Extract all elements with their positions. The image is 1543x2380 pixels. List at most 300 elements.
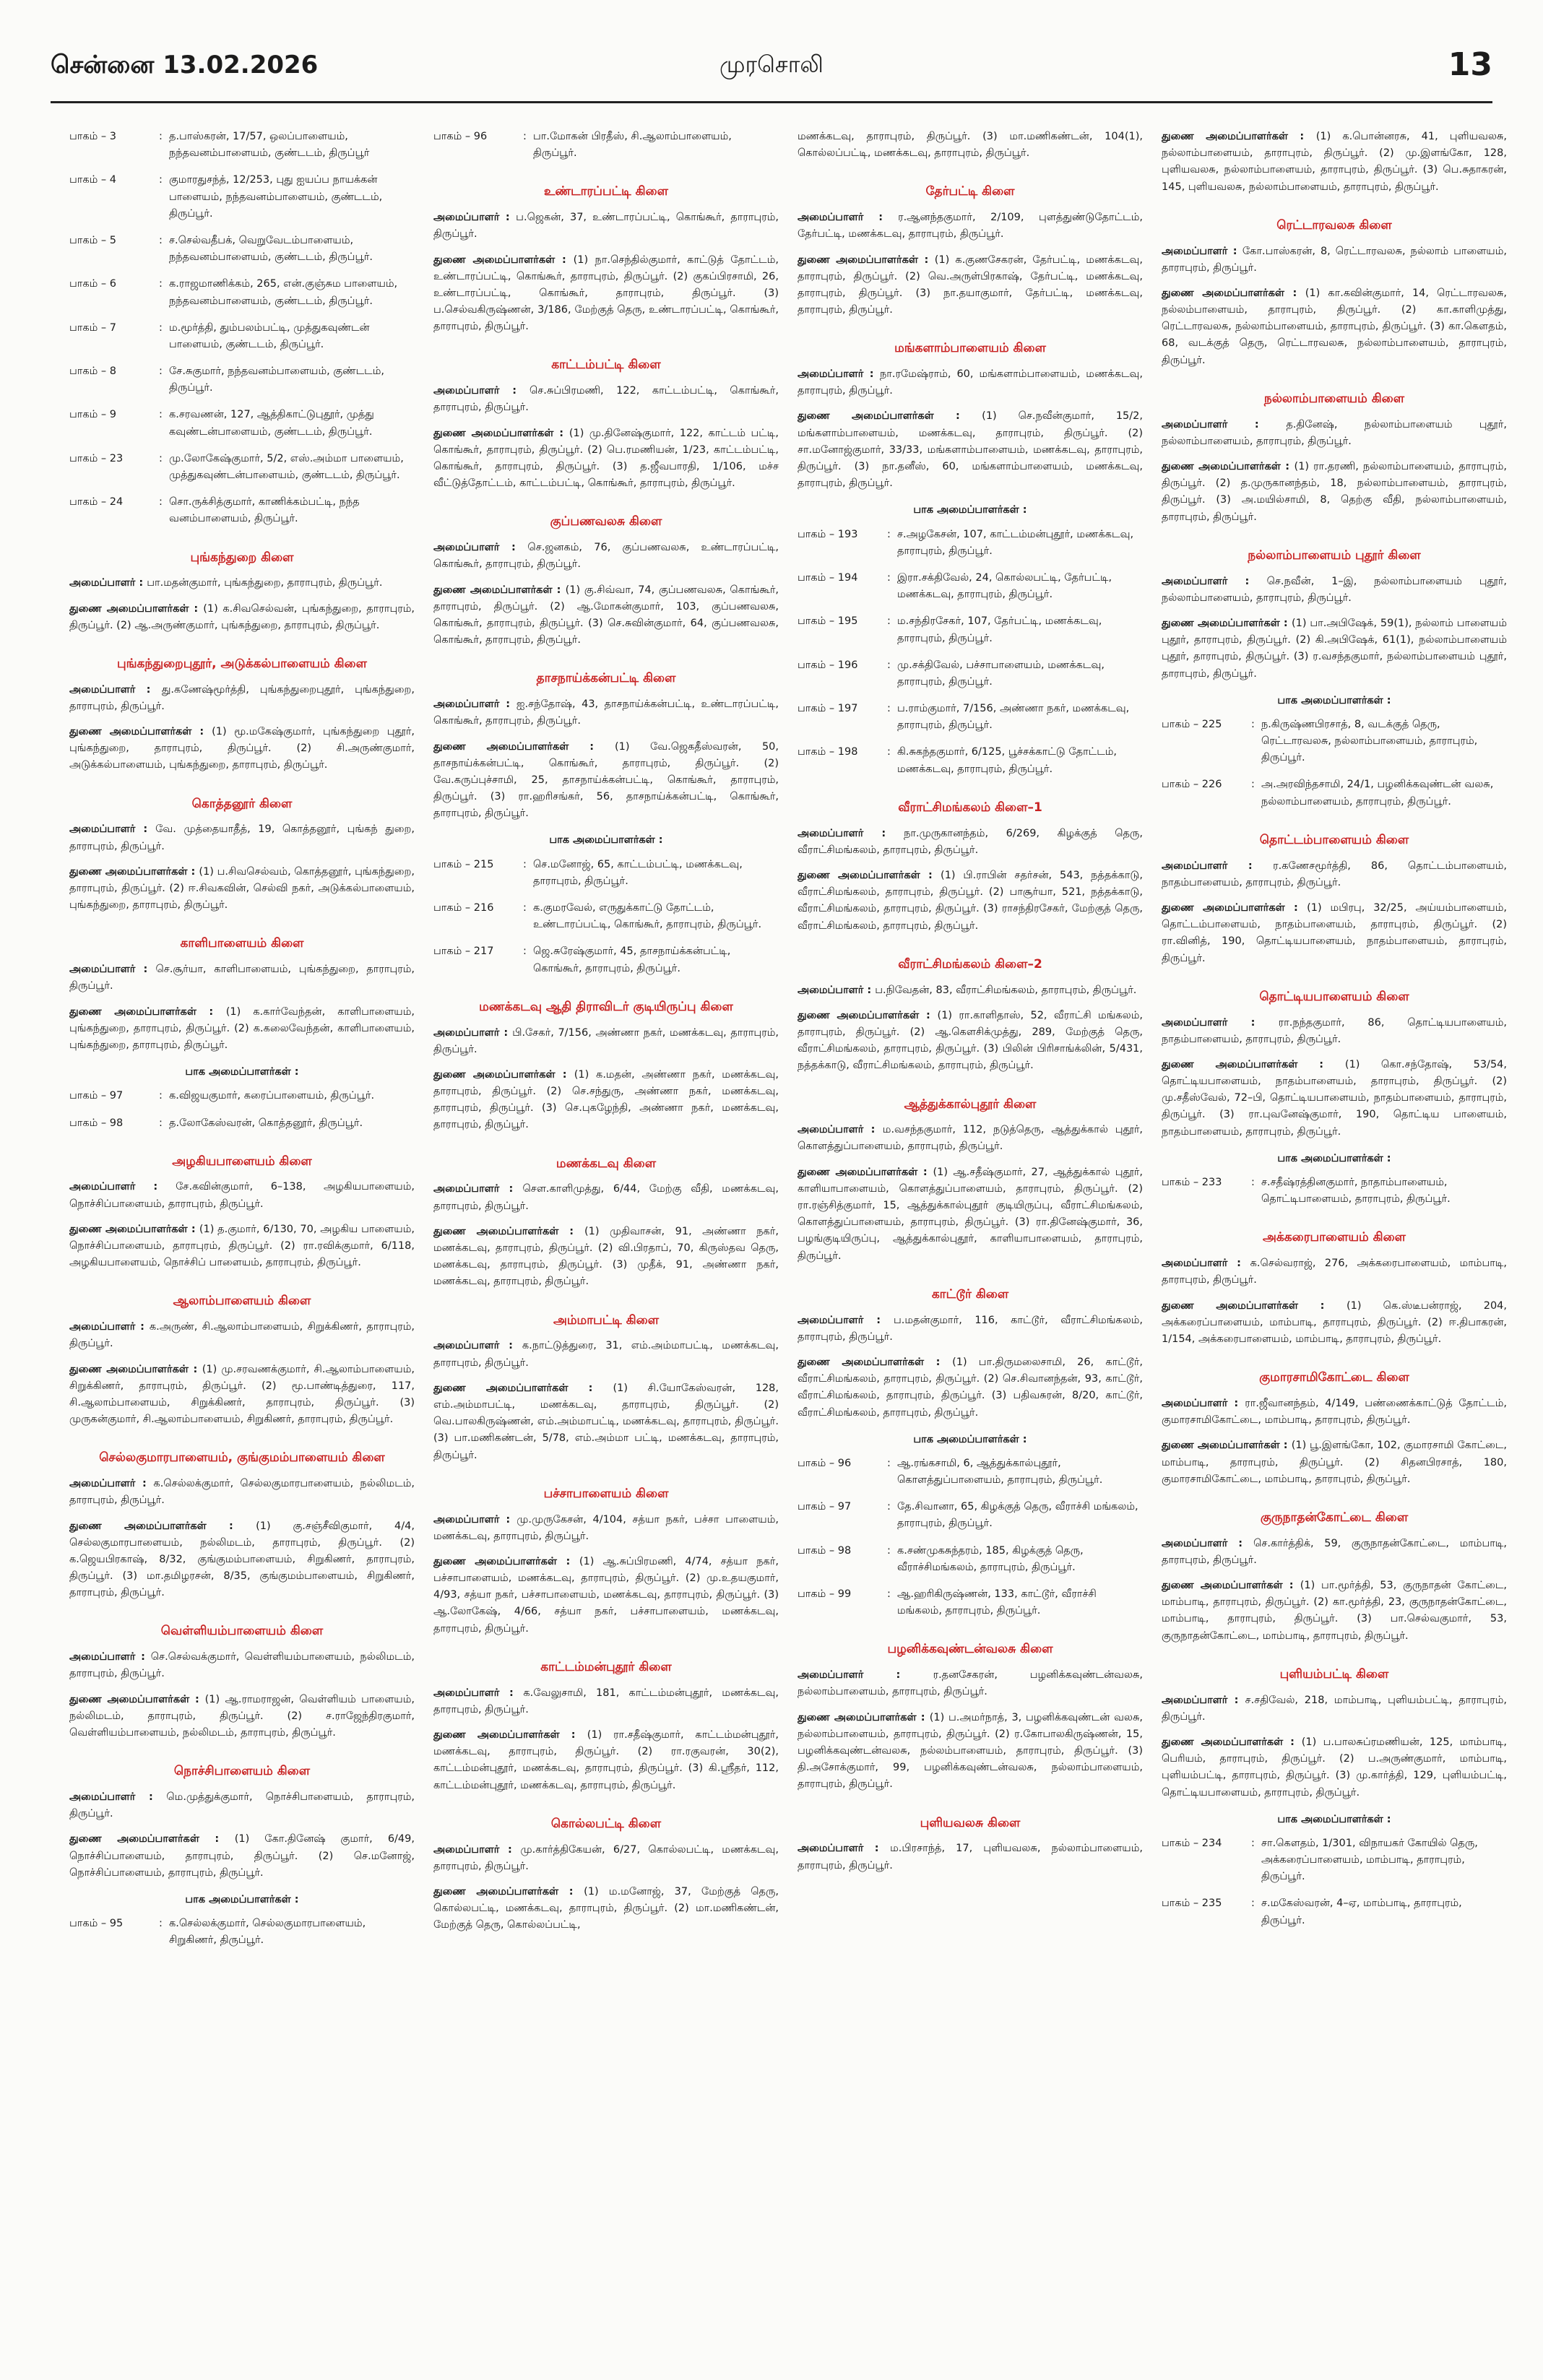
booth-colon: : <box>523 902 527 914</box>
booth-number: பாகம் – 9 <box>69 409 117 421</box>
role-label: துணை அமைப்பாளர்கள் : <box>433 1225 584 1237</box>
vice-presidents <box>798 1354 1143 1421</box>
role-label: துணை அமைப்பாளர்கள் : <box>1162 1440 1292 1452</box>
role-names: (1) பா.திருமலைசாமி, 26, காட்டூர், வீராட்சிமங்கலம், தாராபுரம், திருப்பூர். (2) செ.சிவானந்தன், 93, காட்டூர், வீராட்சிமங்கலம், தாராபுரம், திருப்பூர். (3) பதிவசுரன், 8/20, காட்டூர், வீராட்சிமங்கலம், தாராபுரம், திருப்பூர். <box>798 1356 1143 1419</box>
role-label: துணை அமைப்பாளர்கள் : <box>69 1693 205 1705</box>
vice-presidents <box>1162 285 1507 369</box>
role-label: துணை அமைப்பாளர்கள் : <box>798 1009 938 1021</box>
role-label: அமைப்பாளர் : <box>69 577 147 589</box>
booth-heading: பாக அமைப்பாளர்கள் : <box>185 1893 299 1905</box>
role-label: துணை அமைப்பாளர்கள் : <box>798 254 935 266</box>
vice-presidents <box>69 1362 415 1429</box>
branch-president <box>433 1842 779 1875</box>
branch-president <box>1162 1015 1507 1048</box>
branch-president <box>798 1667 1143 1700</box>
branch-president <box>798 1840 1143 1874</box>
role-names: (1) க.மதன், அண்ணா நகர், மணக்கடவு, தாராபுரம், திருப்பூர். (2) செ.சந்துரு, அண்ணா நகர், மணக்கடவு, தாராபுரம், திருப்பூர். (3) செ.புகழேந்தி, அண்ணா நகர், மணக்கடவு, தாராபுரம், திருப்பூர். <box>433 1068 779 1131</box>
booth-row <box>69 320 415 353</box>
branch-president <box>69 1319 415 1352</box>
vice-presidents <box>1162 1298 1507 1349</box>
booth-colon: : <box>159 1090 163 1102</box>
vice-presidents <box>433 1380 779 1464</box>
role-label: துணை அமைப்பாளர்கள் : <box>433 1068 574 1081</box>
role-label: அமைப்பாளர் : <box>1162 575 1267 587</box>
booth-number: பாகம் – 23 <box>69 452 124 464</box>
role-label: துணை அமைப்பாளர்கள் : <box>433 254 574 266</box>
vice-presidents <box>433 1884 779 1934</box>
branch-president <box>433 209 779 243</box>
role-names: (1) ரா.காளிதாஸ், 52, வீராட்சி மங்கலம், தாராபுரம், திருப்பூர். (2) ஆ.கௌசிக்முத்து, 289, மேற்குத் தெரு, வீராட்சிமங்கலம், தாராபுரம், திருப்பூர். (3) பிலின் பிரிசாங்க்லின், 5/431, நத்தக்காடு, வீராட்சிமங்கலம், தாராபுரம், திருப்பூர். <box>798 1009 1143 1072</box>
booth-member: ந.கிருஷ்ணபிரசாத், 8, வடக்குத் தெரு, ரெட்டாரவலசு, நல்லாம்பாளையம், தாராபுரம், திருப்பூர். <box>1261 718 1478 764</box>
booth-row <box>798 1499 1143 1532</box>
booth-number: பாகம் – 194 <box>798 571 858 584</box>
booth-colon: : <box>523 858 527 870</box>
booth-heading: பாக அமைப்பாளர்கள் : <box>1277 694 1391 706</box>
role-names: (1) பா.அபிஷேக், 59(1), நல்லாம் பாளையம் புதூர், தாராபுரம், திருப்பூர். (2) கி.அபிஷேக், 61(1), நல்லாம்பாளையம் புதூர், தாராபுரம், திருப்பூர். (3) ர.வசந்தகுமார், நல்லாம்பாளையம் புதூர், தாராபுரம், திருப்பூர். <box>1162 617 1507 680</box>
role-names: க.செல்லக்குமார், செல்லகுமாரபாளையம், நல்லிமடம், தாராபுரம், திருப்பூர். <box>69 1478 415 1507</box>
role-names: (1) பி.ராபின் சதர்சன், 543, நத்தக்காடு, வீராட்சிமங்கலம், தாராபுரம், திருப்பூர். (2) பாசூர்யா, 521, நத்தக்காடு, வீராட்சிமங்கலம், தாராபுரம், திருப்பூர். (3) ராசந்திரசேகர், மேற்குத் தெரு, வீராட்சிமங்கலம், தாராபுரம், திருப்பூர். <box>798 870 1143 932</box>
booth-row <box>69 1088 415 1104</box>
role-names: க.நாட்டுத்துரை, 31, எம்.அம்மாபட்டி, மணக்கடவு, தாராபுரம், திருப்பூர். <box>433 1340 779 1369</box>
booth-colon: : <box>1251 718 1255 730</box>
booth-member: அ.அரவிந்தசாமி, 24/1, பழனிக்கவுண்டன் வலசு, நல்லாம்பாளையம், தாராபுரம், திருப்பூர். <box>1261 779 1494 808</box>
role-names: து.கணேஷ்மூர்த்தி, புங்கந்துறைபுதூர், புங்கந்துறை, தாராபுரம், திருப்பூர். <box>69 683 415 712</box>
booth-colon: : <box>159 365 163 378</box>
vice-presidents <box>433 1554 779 1637</box>
booth-colon: : <box>523 945 527 958</box>
role-label: அமைப்பாளர் : <box>69 823 156 836</box>
role-names: (1) ரா.சதீஷ்குமார், காட்டம்மன்புதூர், மணக்கடவு, தாராபுரம், திருப்பூர். (2) ரா.ரகுவரன், 30(2), காட்டம்மன்புதூர், மணக்கடவு, தாராபுரம், திருப்பூர். (3) கி.ஸ்ரீதர், 112, காட்டம்மன்புதூர், மணக்கடவு, தாராபுரம், திருப்பூர். <box>433 1728 779 1791</box>
role-names: ம.பிரசாந்த், 17, புளியவலசு, நல்லாம்பாளையம், தாராபுரம், திருப்பூர். <box>798 1843 1143 1871</box>
booth-row <box>69 451 415 484</box>
booth-number: பாகம் – 225 <box>1162 718 1222 730</box>
vice-presidents <box>433 739 779 823</box>
booth-number: பாகம் – 97 <box>69 1090 124 1102</box>
role-names: (1) த.குமார், 6/130, 70, அழகிய பாளையம், நொச்சிப்பாளையம், தாராபுரம், திருப்பூர். (2) ரா.ரவிக்குமார், 6/118, அழகியபாளையம், நொச்சிப் பாளையம், தாராபுரம், திருப்பூர். <box>69 1223 415 1269</box>
role-label: அமைப்பாளர் : <box>433 698 517 711</box>
branch-title: அக்கரைபாளையம் கிளை <box>1263 1230 1406 1245</box>
role-names: செ.ஜனகம், 76, குப்பணவலசு, உண்டாரப்பட்டி, கொங்கூர், தாராபுரம், திருப்பூர். <box>433 542 779 571</box>
booth-number: பாகம் – 98 <box>798 1544 852 1557</box>
vice-presidents <box>69 601 415 634</box>
role-label: துணை அமைப்பாளர்கள் : <box>433 1555 579 1567</box>
role-names: (1) ஆ.ராமராஜன், வெள்ளியம் பாளையம், நல்லிமடம், தாராபுரம், திருப்பூர். (2) ச.ராஜேந்திரகுமார், வெள்ளியம்பாளையம், நல்லிமடம், தாராபுரம், திருப்பூர். <box>69 1693 415 1739</box>
booth-member: ம.சந்திரசேகர், 107, தேர்பட்டி, மணக்கடவு, தாராபுரம், திருப்பூர். <box>897 615 1102 644</box>
role-names: செள.காளிமுத்து, 6/44, மேற்கு வீதி, மணக்கடவு, தாராபுரம், திருப்பூர். <box>433 1183 779 1212</box>
branch-president <box>798 826 1143 859</box>
role-names: கோ.பாஸ்கரன், 8, ரெட்டாரவலசு, நல்லாம் பாளையம், தாராபுரம், திருப்பூர். <box>1162 245 1507 274</box>
role-names: சே.கவின்குமார், 6–138, அழகியபாளையம், நொச்சிப்பாளையம், தாராபுரம், திருப்பூர். <box>69 1181 415 1210</box>
role-label: அமைப்பாளர் : <box>798 984 876 996</box>
role-names: (1) ரா.தரணி, நல்லாம்பாளையம், தாராபுரம், திருப்பூர். (2) த.முருகானந்தம், 18, நல்லாம்பாளையம், தாராபுரம், திருப்பூர். (3) அ.மயில்சாமி, 8, தெற்கு வீதி, நல்லாம்பாளையம், தாராபுரம், திருப்பூர். <box>1162 461 1507 523</box>
booth-colon: : <box>159 131 163 142</box>
booth-colon: : <box>159 1117 163 1129</box>
role-names: (1) ஆ.சதீஷ்குமார், 27, ஆத்துக்கால் புதூர், காளியாபாளையம், கொளத்துப்பாளையம், தாராபுரம், திருப்பூர். (2) ரா.ரஞ்சித்குமார், 15, ஆத்துக்கால்புதூர் குடியிருப்பு, வீராட்சிமங்கலம், கொளத்துப்பாளையம், தாராபுரம், திருப்பூர். (3) ரா.தினேஷ்குமார், 36, பழங்குடியிருப்பு, ஆத்துக்கால்புதூர், காளியாபாளையம், தாராபுரம், திருப்பூர். <box>798 1166 1143 1262</box>
branch-title: வீராட்சிமங்கலம் கிளை–2 <box>898 956 1042 972</box>
booth-colon: : <box>887 659 891 671</box>
booth-number: பாகம் – 98 <box>69 1117 124 1129</box>
role-names: ரா.ஜீவானந்தம், 4/149, பண்ணைக்காட்டுத் தோட்டம், குமாரசாமிகோட்டை, மாம்பாடி, தாராபுரம், திருப்பூர். <box>1162 1397 1507 1427</box>
branch-title: புளியம்பட்டி கிளை <box>1279 1666 1389 1682</box>
branch-president <box>69 1789 415 1822</box>
branch-president <box>433 696 779 730</box>
role-names: (1) மூ.மகேஷ்குமார், புங்கந்துறை புதூர், புங்கந்துறை, தாராபுரம், திருப்பூர். (2) சி.அருண்குமார், அடுக்கல்பாளையம், புங்கந்துறை, தாராபுரம், திருப்பூர். <box>69 726 415 771</box>
booth-row <box>1162 717 1507 767</box>
booth-colon: : <box>887 528 891 540</box>
role-label: அமைப்பாளர் : <box>798 212 899 224</box>
vice-presidents <box>69 1692 415 1742</box>
booth-member: த.பாஸ்கரன், 17/57, ஒலப்பாளையம், நந்தவனம்பாளையம், குண்டடம், திருப்பூர் <box>169 131 370 160</box>
booth-number: பாகம் – 96 <box>798 1457 852 1469</box>
role-label: துணை அமைப்பாளர்கள் : <box>1162 461 1295 473</box>
role-names: (1) மு.சரவணக்குமார், சி.ஆலாம்பாளையம், சிறுக்கிணர், தாராபுரம், திருப்பூர். (2) மூ.பாண்டித்துரை, 117, சி.ஆலாம்பாளையம், சிறுக்கிணர், தாராபுரம், திருப்பூர். (3) முருகன்குமார், சி.ஆலாம்பாளையம், சிறுகிணர், தாராபுரம், திருப்பூர். <box>69 1363 415 1426</box>
role-names: ச.சதிவேல், 218, மாம்பாடி, புளியம்பட்டி, தாராபுரம், திருப்பூர். <box>1162 1694 1507 1723</box>
booth-row <box>798 570 1143 603</box>
role-label: அமைப்பாளர் : <box>1162 245 1242 257</box>
role-names: (1) செ.நவீன்குமார், 15/2, மங்களாம்பாளையம், மணக்கடவு, தாராபுரம், திருப்பூர். (2) சா.மனோஜ்குமார், 33/33, மங்களாம்பாளையம், மணக்கடவு, தாராபுரம், திருப்பூர். (3) நா.தனீஸ், 60, மங்களாம்பாளையம், மணக்கடவு, தாராபுரம், திருப்பூர். <box>798 410 1143 490</box>
branch-president <box>1162 417 1507 450</box>
booth-member: ஜெ.சுரேஷ்குமார், 45, தாசநாய்க்கன்பட்டி, கொங்கூர், தாராபுரம், திருப்பூர். <box>533 945 731 974</box>
booth-number: பாகம் – 217 <box>433 945 494 958</box>
branch-title: அழகியபாளையம் கிளை <box>172 1154 312 1169</box>
branch-title: குப்பணவலசு கிளை <box>550 514 662 529</box>
branch-president <box>69 1476 415 1509</box>
booth-member: கி.சுகந்தகுமார், 6/125, பூச்சக்காட்டு தோட்டம், மணக்கடவு, தாராபுரம், திருப்பூர். <box>897 746 1118 775</box>
booth-row <box>69 233 415 266</box>
branch-title: செல்லகுமாரபாளையம், குங்குமம்பாளையம் கிளை <box>99 1450 385 1466</box>
booth-colon: : <box>887 571 891 584</box>
branch-president <box>69 821 415 854</box>
booth-colon: : <box>159 409 163 421</box>
role-names: பா.மதன்குமார், புங்கந்துறை, தாராபுரம், திருப்பூர். <box>147 577 383 589</box>
role-label: அமைப்பாளர் : <box>433 1340 522 1352</box>
role-names: (1) நா.செந்தில்குமார், காட்டுத் தோட்டம், உண்டாரப்பட்டி, கொங்கூர், தாராபுரம், திருப்பூர். (2) குகப்பிரசாமி, 26, உண்டாரப்பட்டி, கொங்கூர், தாராபுரம், திருப்பூர். (3) ப.செல்வகிருஷ்ணன், 3/186, மேற்குத் தெரு, உண்டாரப்பட்டி, கொங்கூர், தாராபுரம், திருப்பூர். <box>433 254 779 333</box>
branch-president <box>69 1649 415 1682</box>
role-label: அமைப்பாளர் : <box>798 1843 891 1855</box>
role-label: அமைப்பாளர் : <box>1162 1397 1245 1409</box>
role-label: துணை அமைப்பாளர்கள் : <box>1162 1736 1302 1748</box>
vice-presidents <box>1162 615 1507 683</box>
booth-row <box>69 172 415 222</box>
booth-colon: : <box>159 174 163 186</box>
booth-number: பாகம் – 24 <box>69 496 124 509</box>
role-label: துணை அமைப்பாளர்கள் : <box>433 1728 587 1741</box>
branch-title: கொல்லபட்டி கிளை <box>550 1816 662 1831</box>
booth-heading: பாக அமைப்பாளர்கள் : <box>913 1433 1027 1445</box>
role-names: க.வேலுசாமி, 181, காட்டம்மன்புதூர், மணக்கடவு, தாராபுரம், திருப்பூர். <box>433 1687 779 1715</box>
vice-presidents <box>798 1008 1143 1075</box>
role-label: அமைப்பாளர் : <box>798 1314 894 1326</box>
role-label: அமைப்பாளர் : <box>69 1181 176 1193</box>
role-label: அமைப்பாளர் : <box>1162 860 1274 872</box>
booth-number: பாகம் – 6 <box>69 278 117 290</box>
booth-member: குமாரதுசந்த், 12/253, புது ஐயப்ப நாயக்கன் பாளையம், நந்தவனம்பாளையம், குண்டடம், திருப்பூர். <box>169 174 383 220</box>
vice-presidents <box>798 252 1143 319</box>
vice-presidents <box>1162 1437 1507 1488</box>
booth-heading: பாக அமைப்பாளர்கள் : <box>549 834 663 847</box>
booth-colon: : <box>1251 1897 1255 1910</box>
role-label: துணை அமைப்பாளர்கள் : <box>1162 287 1305 299</box>
branch-title: காட்டம்மன்புதூர் கிளை <box>540 1659 672 1674</box>
role-label: அமைப்பாளர் : <box>1162 418 1287 430</box>
vice-presidents <box>798 408 1143 492</box>
role-names: (1) கா.கவின்குமார், 14, ரெட்டாரவலசு, நல்லம்பாளையம், தாராபுரம், திருப்பூர். (2) கா.காளிமுத்து, ரெட்டாரவலசு, நல்லாம்பாளையம், தாராபுரம், திருப்பூர். (3) கா.கௌதம், 68, வடக்குத் தெரு, ரெட்டாரவலசு, நல்லாம்பாளையம், தாராபுரம், திருப்பூர். <box>1162 287 1507 366</box>
booth-number: பாகம் – 8 <box>69 365 117 378</box>
role-names: (1) கு.சிவ்வா, 74, குப்பணவலசு, கொங்கூர், தாராபுரம், திருப்பூர். (2) ஆ.மோகன்குமார், 103, குப்பணவலசு, கொங்கூர், தாராபுரம், திருப்பூர். (3) செ.சுவின்குமார், 64, குப்பணவலசு, கொங்கூர், தாராபுரம், திருப்பூர். <box>433 584 779 646</box>
role-label: அமைப்பாளர் : <box>798 1124 883 1136</box>
role-label: அமைப்பாளர் : <box>1162 1694 1245 1706</box>
role-names: (1) முதிவாசன், 91, அண்ணா நகர், மணக்கடவு, தாராபுரம், திருப்பூர். (2) வி.பிரதாப், 70, கிருஸ்தவ தெரு, மணக்கடவு, தாராபுரம், திருப்பூர். (3) முதீக், 91, அண்ணா நகர், மணக்கடவு, தாராபுரம், திருப்பூர். <box>433 1225 779 1288</box>
vice-presidents <box>1162 900 1507 967</box>
branch-president <box>798 209 1143 243</box>
branch-title: காளிபாளையம் கிளை <box>180 936 304 951</box>
role-names: (1) கெ.ஸ்டீபன்ராஜ், 204, அக்கரைப்பாளையம், மாம்பாடி, தாராபுரம், திருப்பூர். (2) ஈ.திபாகரன், 1/154, அக்கரைபாளையம், மாம்பாடி, தாராபுரம், திருப்பூர். <box>1162 1299 1507 1345</box>
booth-row <box>798 657 1143 691</box>
role-label: அமைப்பாளர் : <box>69 1321 150 1333</box>
booth-row <box>1162 1174 1507 1208</box>
booth-row <box>69 276 415 309</box>
booth-number: பாகம் – 5 <box>69 234 117 246</box>
role-label: அமைப்பாளர் : <box>798 368 880 381</box>
vice-presidents <box>1162 1057 1507 1141</box>
branch-president <box>1162 574 1507 607</box>
continued-text: மணக்கடவு, தாராபுரம், திருப்பூர். (3) மா.மணிகண்டன், 104(1), கொல்லப்பட்டி, மணக்கடவு, தாராபுரம், திருப்பூர். <box>798 131 1143 160</box>
vice-presidents <box>798 1710 1143 1793</box>
booth-number: பாகம் – 235 <box>1162 1897 1222 1910</box>
branch-president <box>1162 1395 1507 1429</box>
vice-presidents <box>69 1221 415 1272</box>
booth-member: ஆ.ஹரிகிருஷ்ணன், 133, காட்டூர், வீராச்சி மங்கலம், தாராபுரம், திருப்பூர். <box>897 1588 1097 1617</box>
branch-president <box>433 1512 779 1545</box>
booth-colon: : <box>887 746 891 758</box>
booth-row <box>433 129 779 162</box>
role-label: துணை அமைப்பாளர்கள் : <box>798 1711 930 1723</box>
booth-number: பாகம் – 4 <box>69 174 117 186</box>
booth-member: சே.சுகுமார், நந்தவனம்பாளையம், குண்டடம், திருப்பூர். <box>169 365 384 394</box>
role-label: அமைப்பாளர் : <box>798 1669 933 1682</box>
booth-number: பாகம் – 3 <box>69 131 117 142</box>
booth-number: பாகம் – 233 <box>1162 1177 1222 1189</box>
branch-president <box>69 1179 415 1212</box>
role-names: (1) ப.சிவசெல்வம், கொத்தனூர், புங்கந்துறை, தாராபுரம், திருப்பூர். (2) ஈ.சிவகவின், செல்வி நகர், அடுக்கல்பாளையம், புங்கந்துறை, தாராபுரம், திருப்பூர். <box>69 865 415 912</box>
role-label: அமைப்பாளர் : <box>69 1651 151 1663</box>
newspaper-name: முரசொலி <box>719 51 824 78</box>
role-names: நா.முருகானந்தம், 6/269, கிழக்குத் தெரு, வீராட்சிமங்கலம், தாராபுரம், திருப்பூர். <box>798 827 1143 856</box>
role-label: துணை அமைப்பாளர்கள் : <box>69 1520 256 1532</box>
booth-row <box>798 527 1143 560</box>
booth-member: மு.லோகேஷ்குமார், 5/2, எஸ்.அம்மா பாளையம், முத்துகவுண்டன்பாளையம், குண்டடம், திருப்பூர். <box>169 452 404 481</box>
booth-heading: பாக அமைப்பாளர்கள் : <box>1277 1152 1391 1164</box>
booth-member: ச.அழகேசன், 107, காட்டம்மன்புதூர், மணக்கடவு, தாராபுரம், திருப்பூர். <box>897 528 1134 557</box>
branch-president <box>798 982 1143 999</box>
branch-title: கொத்தனூர் கிளை <box>191 796 293 811</box>
branch-president <box>1162 1255 1507 1289</box>
role-names: (1) க.கார்வேந்தன், காளிபாளையம், புங்கந்துறை, தாராபுரம், திருப்பூர். (2) க.கலைவேந்தன், காளிபாளையம், புங்கந்துறை, தாராபுரம், திருப்பூர். <box>69 1005 415 1051</box>
booth-row <box>69 1916 415 1949</box>
booth-colon: : <box>159 452 163 464</box>
role-label: அமைப்பாளர் : <box>433 1513 517 1526</box>
role-names: ம.வசந்தகுமார், 112, நடுத்தெரு, ஆத்துக்கால் புதூர், கொளத்துப்பாளையம், தாராபுரம், திருப்பூர். <box>798 1124 1143 1153</box>
branch-title: குமாரசாமிகோட்டை கிளை <box>1259 1370 1409 1385</box>
branch-title: தேர்பட்டி கிளை <box>925 184 1015 199</box>
booth-member: ச.செல்வதீபக், வெறுவேடம்பாளையம், நந்தவனம்பாளையம், குண்டடம், திருப்பூர். <box>169 234 373 264</box>
role-names: (1) வே.ஜெகதீஸ்வரன், 50, தாசநாய்க்கன்பட்டி, கொங்கூர், தாராபுரம், திருப்பூர். (2) வே.கருப்புச்சாமி, 25, தாசநாய்க்கன்பட்டி, கொங்கூர், தாராபுரம், திருப்பூர். (3) ரா.ஹரிசங்கர், 56, தாசநாய்க்கன்பட்டி, கொங்கூர், தாராபுரம், திருப்பூர். <box>433 740 779 820</box>
booth-row <box>69 363 415 397</box>
role-names: வே. முத்தையாதீத், 19, கொத்தனூர், புங்கந் துறை, தாராபுரம், திருப்பூர். <box>69 823 415 852</box>
booth-heading: பாக அமைப்பாளர்கள் : <box>185 1066 299 1078</box>
branch-title: ஆலாம்பாளையம் கிளை <box>173 1294 311 1309</box>
booth-row <box>433 900 779 933</box>
branch-president <box>1162 858 1507 891</box>
vice-presidents <box>433 1067 779 1134</box>
role-names: (1) க.பொன்னரசு, 41, புளியவலசு, நல்லாம்பாளையம், தாராபுரம், திருப்பூர். (2) மு.இளங்கோ, 128, புளியவலசு, நல்லாம்பாளையம், தாராபுரம், திருப்பூர். (3) பெ.சுதாகரன், 145, புளியவலசு, நல்லாம்பாளையம், தாராபுரம், திருப்பூர். <box>1162 131 1507 193</box>
booth-colon: : <box>887 703 891 715</box>
booth-member: இரா.சக்திவேல், 24, கொல்லபட்டி, தேர்பட்டி, மணக்கடவு, தாராபுரம், திருப்பூர். <box>897 571 1112 601</box>
role-label: துணை அமைப்பாளர்கள் : <box>1162 1058 1345 1070</box>
branch-title: குருநாதன்கோட்டை கிளை <box>1260 1510 1409 1525</box>
branch-president <box>433 1685 779 1718</box>
booth-colon: : <box>159 496 163 509</box>
role-names: (1) கொ.சந்தோஷ், 53/54, தொட்டியபாளையம், நாதம்பாளையம், தாராபுரம், திருப்பூர். (2) மு.சதீஸ்வேல், 72–பி, தொட்டியபாளையம், நாதம்பாளையம், தாராபுரம், திருப்பூர். (3) ரா.புவனேஷ்குமார், 190, தொட்டிய பாளையம், நாதம்பாளையம், தாராபுரம், திருப்பூர். <box>1162 1058 1507 1138</box>
role-names: மெ.முத்துக்குமார், நொச்சிபாளையம், தாராபுரம், திருப்பூர். <box>69 1791 415 1820</box>
role-label: துணை அமைப்பாளர்கள் : <box>433 1382 613 1394</box>
vice-presidents <box>798 867 1143 935</box>
role-label: துணை அமைப்பாளர்கள் : <box>433 427 569 439</box>
booth-member: செ.மனோஜ், 65, காட்டம்பட்டி, மணக்கடவு, தாராபுரம், திருப்பூர். <box>533 858 743 887</box>
edition-date: சென்னை 13.02.2026 <box>51 51 319 79</box>
booth-row <box>1162 1895 1507 1929</box>
booth-number: பாகம் – 196 <box>798 659 858 671</box>
role-label: அமைப்பாளர் : <box>1162 1537 1254 1549</box>
role-label: அமைப்பாளர் : <box>69 1791 167 1803</box>
booth-row <box>433 857 779 890</box>
role-names: ர.தனசேகரன், பழனிக்கவுண்டன்வலசு, நல்லாம்பாளையம், தாராபுரம், திருப்பூர். <box>798 1669 1143 1698</box>
role-names: (1) ப.பாலசுப்ரமணியன், 125, மாம்பாடி, பெரியம், தாராபுரம், திருப்பூர். (2) ப.அருண்குமார், மாம்பாடி, புளியம்பட்டி, தாராபுரம், திருப்பூர். (3) மு.கார்த்தி, 129, புளியம்பட்டி, தொட்டியபாளையம், தாராபுரம், திருப்பூர். <box>1162 1736 1507 1799</box>
booth-row <box>798 613 1143 646</box>
role-names: (1) மபிரபு, 32/25, அய்யம்பாளையம், தொட்டம்பாளையம், நாதம்பாளையம், தாராபுரம், திருப்பூர். (2) ரா.வினித், 190, தொட்டியபாளையம், நாதம்பாளையம், தாராபுரம், திருப்பூர். <box>1162 902 1507 964</box>
vice-presidents <box>69 1518 415 1602</box>
booth-row <box>69 407 415 440</box>
branch-title: காட்டூர் கிளை <box>931 1286 1009 1302</box>
booth-member: மு.சக்திவேல், பச்சாபாளையம், மணக்கடவு, தாராபுரம், திருப்பூர். <box>897 659 1105 688</box>
booth-row <box>798 701 1143 734</box>
role-names: (1) மு.தினேஷ்குமார், 122, காட்டம் பட்டி, கொங்கூர், தாராபுரம், திருப்பூர். (2) பெ.ரமணியன், 1/23, காட்டம்பட்டி, கொங்கூர், தாராபுரம், திருப்பூர். (3) த.ஜீவபாரதி, 1/106, மச்ச வீட்டுத்தோட்டம், காட்டம்பட்டி, கொங்கூர், தாராபுரம், திருப்பூர். <box>433 427 779 490</box>
booth-member: க.குமரவேல், எருதுக்காட்டு தோட்டம், உண்டாரப்பட்டி, கொங்கூர், தாராபுரம், திருப்பூர். <box>533 902 762 931</box>
role-names: (1) கோ.தினேஷ் குமார், 6/49, நொச்சிப்பாளையம், தாராபுரம், திருப்பூர். (2) செ.மனோஜ், நொச்சிப்பாளையம், தாராபுரம், திருப்பூர். <box>69 1833 415 1879</box>
role-names: க.செல்வராஜ், 276, அக்கரைபாளையம், மாம்பாடி, தாராபுரம், திருப்பூர். <box>1162 1258 1507 1286</box>
booth-colon: : <box>887 1501 891 1513</box>
booth-number: பாகம் – 96 <box>433 131 488 142</box>
role-label: துணை அமைப்பாளர்கள் : <box>69 726 212 738</box>
branch-president <box>1162 1692 1507 1726</box>
branch-president <box>69 575 415 592</box>
column-1 <box>69 129 415 2360</box>
branch-title: தொட்டியபாளையம் கிளை <box>1259 989 1409 1004</box>
role-label: துணை அமைப்பாளர்கள் : <box>1162 1299 1347 1312</box>
page-header <box>51 46 1492 94</box>
booth-number: பாகம் – 198 <box>798 746 858 758</box>
vice-presidents <box>1162 1734 1507 1801</box>
branch-title: வெள்ளியம்பாளையம் கிளை <box>160 1624 324 1639</box>
role-label: அமைப்பாளர் : <box>433 1183 523 1195</box>
branch-title: உண்டாரப்பட்டி கிளை <box>544 184 668 199</box>
role-names: ப.நிவேதன், 83, வீராட்சிமங்கலம், தாராபுரம், திருப்பூர். <box>875 984 1137 996</box>
vice-presidents <box>69 724 415 774</box>
booth-member: ச.சதீஷ்ரத்தினகுமார், நாதாம்பாளையம், தொட்டிபாளையம், தாராபுரம், திருப்பூர். <box>1261 1177 1451 1206</box>
branch-title: தொட்டம்பாளையம் கிளை <box>1259 832 1409 847</box>
vice-presidents <box>69 1831 415 1882</box>
booth-row <box>1162 776 1507 810</box>
booth-row <box>798 1455 1143 1489</box>
booth-colon: : <box>887 1588 891 1601</box>
role-label: அமைப்பாளர் : <box>433 542 528 554</box>
role-names: பி.சேகர், 7/156, அண்ணா நகர், மணக்கடவு, தாராபுரம், திருப்பூர். <box>433 1026 779 1055</box>
vice-presidents <box>433 252 779 336</box>
role-names: மு.கார்த்திகேயன், 6/27, கொல்லபட்டி, மணக்கடவு, தாராபுரம், திருப்பூர். <box>433 1843 779 1872</box>
role-label: துணை அமைப்பாளர்கள் : <box>798 870 941 882</box>
booth-colon: : <box>159 321 163 334</box>
branch-title: மணக்கடவு கிளை <box>556 1156 657 1171</box>
booth-member: க.விஜயகுமார், கரைப்பாளையம், திருப்பூர். <box>169 1090 375 1102</box>
role-label: துணை அமைப்பாளர்கள் : <box>433 1885 584 1897</box>
column-3 <box>798 129 1143 2360</box>
vice-presidents <box>433 1727 779 1794</box>
role-label: அமைப்பாளர் : <box>798 827 904 839</box>
role-names: த.தினேஷ், நல்லாம்பாளையம் புதூர், நல்லாம்பாளையம், தாராபுரம், திருப்பூர். <box>1162 418 1507 447</box>
booth-colon: : <box>159 278 163 290</box>
role-label: துணை அமைப்பாளர்கள் : <box>1162 1580 1300 1592</box>
booth-row <box>69 129 415 162</box>
booth-number: பாகம் – 193 <box>798 528 858 540</box>
branch-title: புங்கந்துறை கிளை <box>190 550 294 565</box>
booth-number: பாகம் – 226 <box>1162 779 1222 791</box>
branch-president <box>798 1312 1143 1346</box>
role-names: (1) ம.மனோஜ், 37, மேற்குத் தெரு, கொல்லபட்டி, மணக்கடவு, தாராபுரம், திருப்பூர். (2) மா.மணிகண்டன், மேற்குத் தெரு, கொல்லப்பட்டி, <box>433 1885 779 1931</box>
role-names: செ.சூர்யா, காளிபாளையம், புங்கந்துறை, தாராபுரம், திருப்பூர். <box>69 964 415 992</box>
booth-colon: : <box>887 1544 891 1557</box>
booth-heading: பாக அமைப்பாளர்கள் : <box>1277 1813 1391 1825</box>
role-label: துணை அமைப்பாளர்கள் : <box>69 865 199 878</box>
role-label: துணை அமைப்பாளர்கள் : <box>798 1166 933 1178</box>
role-label: அமைப்பாளர் : <box>1162 1258 1250 1270</box>
role-label: துணை அமைப்பாளர்கள் : <box>69 1833 235 1845</box>
branch-president <box>433 1338 779 1371</box>
role-label: துணை அமைப்பாளர்கள் : <box>798 1356 953 1368</box>
branch-president <box>433 1181 779 1214</box>
branch-president <box>433 540 779 573</box>
branch-title: நல்லாம்பாளையம் கிளை <box>1263 391 1405 406</box>
branch-title: வீராட்சிமங்கலம் கிளை–1 <box>898 800 1042 815</box>
article-columns <box>69 129 1507 2360</box>
role-names: (1) ப.அமர்நாத், 3, பழனிக்கவுண்டன் வலசு, நல்லாம்பாளையம், தாராபுரம், திருப்பூர். (2) ர.கோபாலகிருஷ்ணன், 15, பழனிக்கவுண்டன்வலசு, நல்லம்பாளையம், தாராபுரம், திருப்பூர். (3) தி.அசோக்குமார், 99, பழனிக்கவுண்டன்வலசு, நல்லாம்பாளையம், தாராபுரம், திருப்பூர். <box>798 1711 1143 1791</box>
role-names: செ.சுப்பிரமணி, 122, காட்டம்பட்டி, கொங்கூர், தாராபுரம், திருப்பூர். <box>433 385 779 414</box>
booth-member: ஆ.ரங்கசாமி, 6, ஆத்துக்கால்புதூர், கொளத்துப்பாளையம், தாராபுரம், திருப்பூர். <box>897 1457 1103 1487</box>
role-names: (1) சி.யோகேஸ்வரன், 128, எம்.அம்மாபட்டி, மணக்கடவு, தாராபுரம், திருப்பூர். (2) வெ.பாலகிருஷ்ணன், எம்.அம்மாபட்டி, மணக்கடவு, தாராபுரம், திருப்பூர். (3) பா.மணிகண்டன், 5/78, எம்.அம்மா பட்டி, மணக்கடவு, தாராபுரம், திருப்பூர். <box>433 1382 779 1461</box>
branch-title: நொச்சிபாளையம் கிளை <box>173 1764 311 1779</box>
role-label: துணை அமைப்பாளர்கள் : <box>69 1363 202 1375</box>
role-label: அமைப்பாளர் : <box>433 1687 524 1699</box>
vice-presidents <box>1162 1578 1507 1645</box>
booth-number: பாகம் – 95 <box>69 1918 124 1930</box>
booth-colon: : <box>887 615 891 628</box>
role-label: அமைப்பாளர் : <box>1162 1016 1279 1029</box>
vice-presidents <box>69 864 415 914</box>
branch-title: பச்சாபாளையம் கிளை <box>543 1486 669 1501</box>
branch-president <box>433 1025 779 1058</box>
branch-president <box>1162 1536 1507 1569</box>
branch-title: மங்களாம்பாளையம் கிளை <box>894 341 1046 356</box>
booth-member: தே.சிவானா, 65, கிழக்குத் தெரு, வீராச்சி மங்கலம், தாராபுரம், திருப்பூர். <box>897 1501 1138 1530</box>
